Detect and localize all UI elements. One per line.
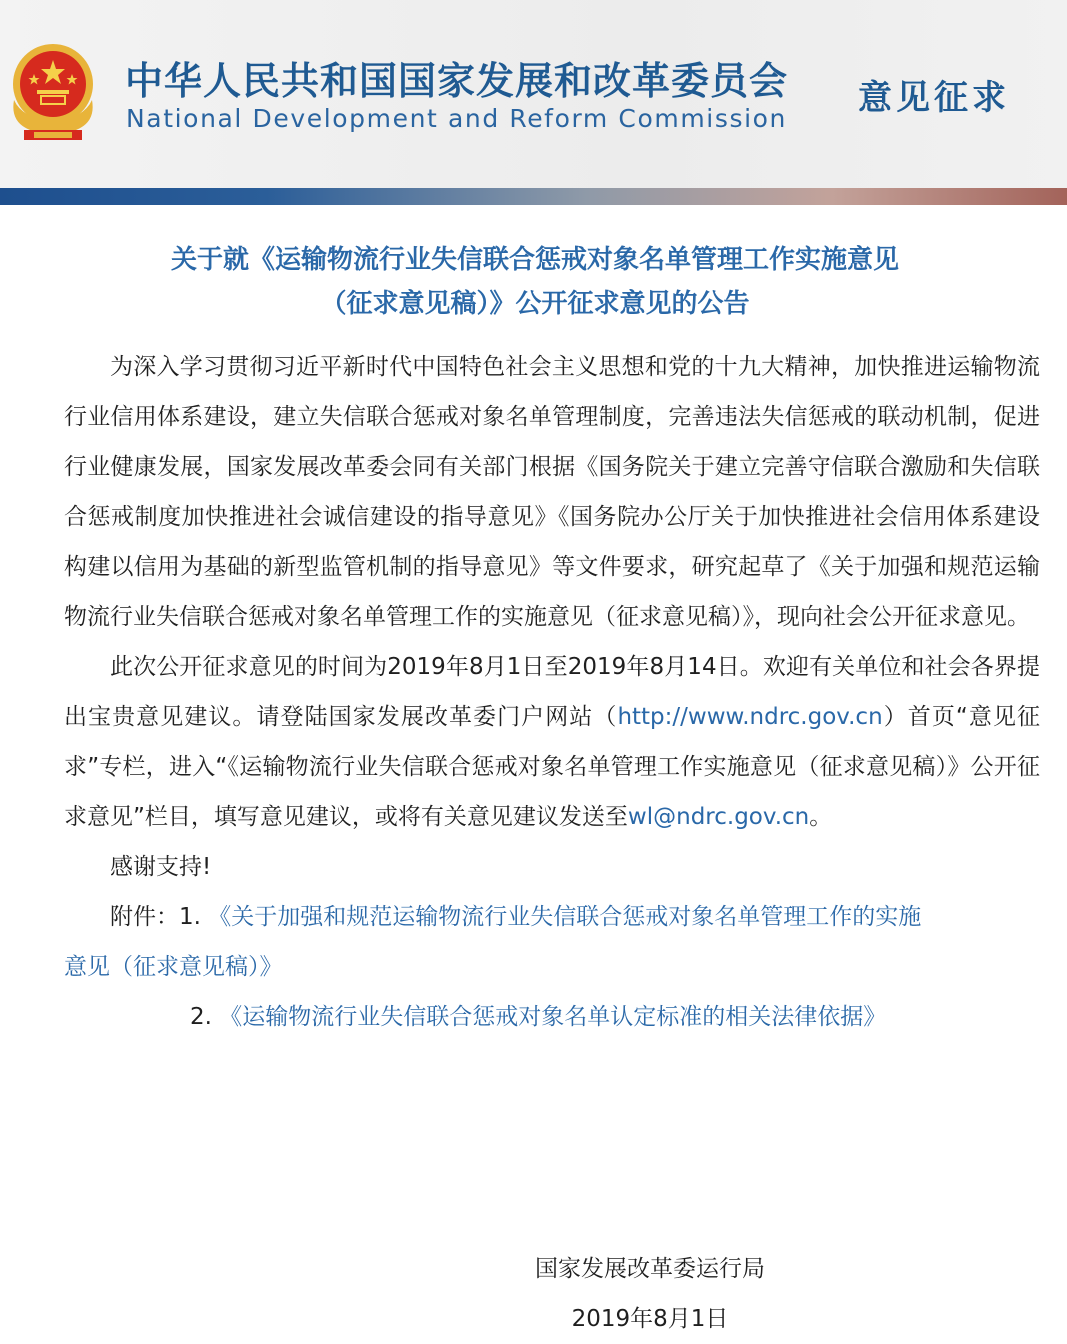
- email-link[interactable]: wl@ndrc.gov.cn: [627, 804, 810, 830]
- ndrc-website-link[interactable]: http://www.ndrc.gov.cn: [617, 704, 883, 730]
- attachment-2-link[interactable]: 《运输物流行业失信联合惩戒对象名单认定标准的相关法律依据》: [219, 1004, 887, 1030]
- paragraph-2-text-a: 此次公开征求意见的时间为2019年8月1日至2019年8月14日。欢迎有关单位和社会各界提出宝贵意见建议。请登陆国家发展改革委门户网站（: [64, 654, 1040, 730]
- org-title-cn: 中华人民共和国国家发展和改革委员会: [125, 59, 789, 103]
- attachment-1-link[interactable]: 《关于加强和规范运输物流行业失信联合惩戒对象名单管理工作的实施: [208, 904, 922, 930]
- article-title-line-2: （征求意见稿）》公开征求意见的公告: [320, 289, 750, 319]
- attachment-2: [64, 992, 1040, 1042]
- section-label: 意见征求: [858, 78, 1010, 118]
- attachment-1: [64, 892, 1040, 942]
- national-emblem-icon: [4, 38, 102, 142]
- thanks-text: 感谢支持!: [110, 854, 212, 880]
- signature-org: 国家发展改革委运行局: [535, 1256, 765, 1282]
- paragraph-2-text-c: 。: [809, 804, 833, 830]
- paragraph-2-text-b: ）首页“意见征求”专栏，进入“《运输物流行业失信联合惩戒对象名单管理工作实施意见（征求意见稿）》公开征求意见”栏目，填写意见建议，或将有关意见建议发送至: [64, 704, 1041, 830]
- attachment-label: 附件：1.: [110, 904, 209, 930]
- attachment-1-continued: [64, 942, 1040, 992]
- paragraph-1: 为深入学习贯彻习近平新时代中国特色社会主义思想和党的十九大精神，加快推进运输物流行业信用体系建设，建立失信联合惩戒对象名单管理制度，完善违法失信惩戒的联动机制，促进行业健康发展，国家发展改革委会同有关部门根据《国务院关于建立完善守信联合激励和失信联合惩戒制度加快推进社会诚信建设的指导意见》《国务院办公厅关于加快推进社会信用体系建设构建以信用为基础的新型监管机制的指导意见》等文件要求，研究起草了《关于加强和规范运输物流行业失信联合惩戒对象名单管理工作的实施意见（征求意见稿）》，现向社会公开征求意见。: [64, 354, 1040, 630]
- article-title: [60, 238, 1010, 326]
- paragraph-2: [64, 642, 1040, 842]
- signature-block: [440, 1244, 860, 1344]
- attachment-1-link-cont[interactable]: 意见（征求意见稿）》: [64, 954, 283, 980]
- attachment-2-number: 2.: [190, 1004, 220, 1030]
- org-title-en: National Development and Reform Commission: [126, 104, 787, 133]
- page-header: [0, 0, 1067, 188]
- header-divider-bar: [0, 188, 1067, 205]
- article-body: [64, 342, 1040, 1042]
- signature-date: 2019年8月1日: [571, 1306, 729, 1332]
- article-title-line-1: 关于就《运输物流行业失信联合惩戒对象名单管理工作实施意见: [170, 245, 899, 275]
